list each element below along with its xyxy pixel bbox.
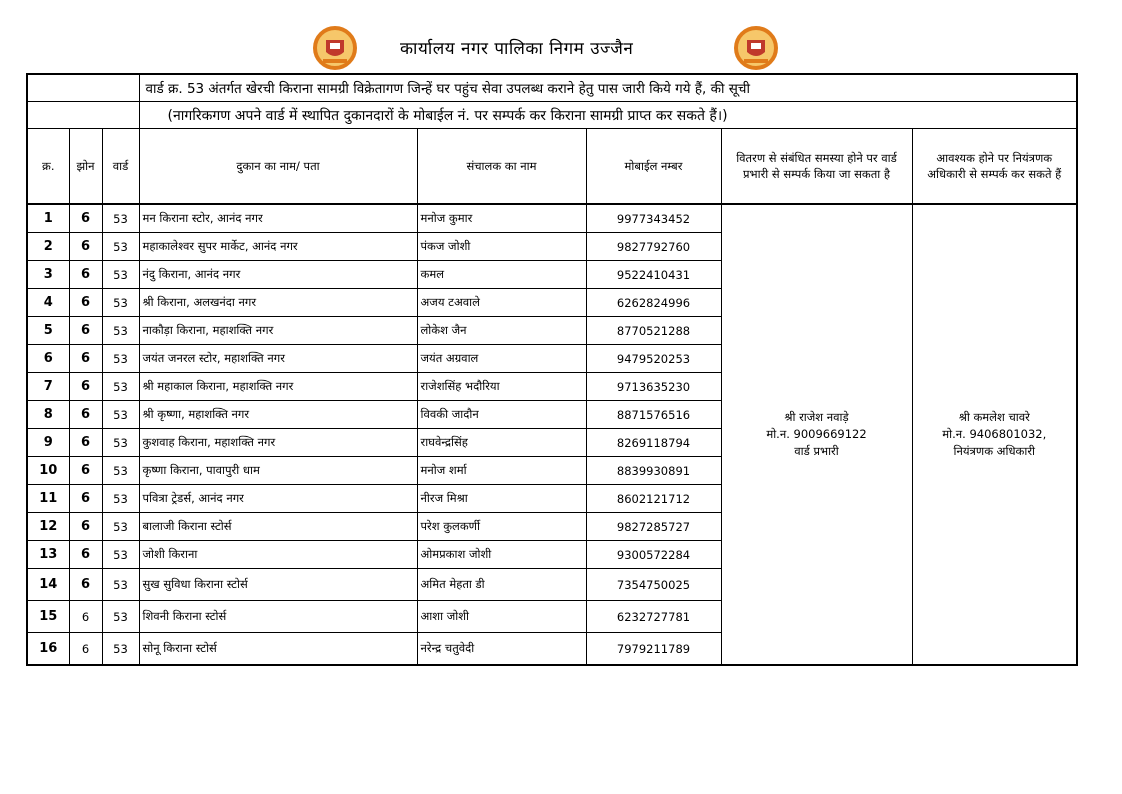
row-sr: 12 [27,513,69,541]
row-zone: 6 [69,601,102,633]
row-shop: सोनू किराना स्टोर्स [139,633,417,666]
row-operator: अमित मेहता डी [417,569,586,601]
row-operator: राघवेन्द्रसिंह [417,429,586,457]
row-shop: जोशी किराना [139,541,417,569]
row-zone: 6 [69,204,102,233]
page-title: कार्यालय नगर पालिका निगम उज्जैन [400,39,634,59]
list-subcaption: (नागरिकगण अपने वार्ड में स्थापित दुकानदारों के मोबाईल नं. पर सम्पर्क कर किराना सामग्री प्राप्त कर सकते हैं।) [139,102,1077,129]
row-shop: जयंत जनरल स्टोर, महाशक्ति नगर [139,345,417,373]
row-mobile: 9522410431 [586,261,721,289]
row-shop: श्री किराना, अलखनंदा नगर [139,289,417,317]
row-shop: कुशवाह किराना, महाशक्ति नगर [139,429,417,457]
row-ward: 53 [102,289,139,317]
col-header-sr: क्र. [27,129,69,205]
row-operator: ओमप्रकाश जोशी [417,541,586,569]
row-zone: 6 [69,429,102,457]
row-shop: नाकौड़ा किराना, महाशक्ति नगर [139,317,417,345]
row-sr: 9 [27,429,69,457]
municipal-emblem-icon [734,26,778,70]
row-ward: 53 [102,401,139,429]
col-header-zone: झोन [69,129,102,205]
row-sr: 10 [27,457,69,485]
row-ward: 53 [102,513,139,541]
row-operator: परेश कुलकर्णी [417,513,586,541]
row-ward: 53 [102,485,139,513]
row-zone: 6 [69,373,102,401]
row-mobile: 8871576516 [586,401,721,429]
row-operator: पंकज जोशी [417,233,586,261]
row-zone: 6 [69,457,102,485]
row-sr: 16 [27,633,69,666]
row-ward: 53 [102,233,139,261]
row-mobile: 9713635230 [586,373,721,401]
row-sr: 4 [27,289,69,317]
subcaption-row [27,102,1077,129]
row-mobile: 9977343452 [586,204,721,233]
row-operator: नरेन्द्र चतुवेदी [417,633,586,666]
row-sr: 1 [27,204,69,233]
ward-incharge-name: श्री राजेश नवाड़े [784,410,849,424]
row-zone: 6 [69,485,102,513]
row-operator: आशा जोशी [417,601,586,633]
row-sr: 15 [27,601,69,633]
row-mobile: 8269118794 [586,429,721,457]
row-ward: 53 [102,633,139,666]
row-operator: मनोज कुमार [417,204,586,233]
row-zone: 6 [69,345,102,373]
row-sr: 5 [27,317,69,345]
row-zone: 6 [69,541,102,569]
control-officer-mobile: मो.न. 9406801032, [942,427,1047,441]
row-operator: नीरज मिश्रा [417,485,586,513]
row-mobile: 9300572284 [586,541,721,569]
row-sr: 11 [27,485,69,513]
row-shop: पवित्रा ट्रेडर्स, आनंद नगर [139,485,417,513]
row-sr: 8 [27,401,69,429]
row-shop: महाकालेश्वर सुपर मार्केट, आनंद नगर [139,233,417,261]
row-ward: 53 [102,601,139,633]
row-operator: लोकेश जैन [417,317,586,345]
row-zone: 6 [69,233,102,261]
row-sr: 3 [27,261,69,289]
row-zone: 6 [69,261,102,289]
row-shop: नंदु किराना, आनंद नगर [139,261,417,289]
row-ward: 53 [102,541,139,569]
row-mobile: 6262824996 [586,289,721,317]
row-mobile: 7979211789 [586,633,721,666]
row-mobile: 9479520253 [586,345,721,373]
row-zone: 6 [69,317,102,345]
row-mobile: 9827792760 [586,233,721,261]
control-officer-name: श्री कमलेश चावरे [958,410,1030,424]
row-mobile: 9827285727 [586,513,721,541]
table-row [27,204,1077,233]
row-sr: 7 [27,373,69,401]
row-operator: कमल [417,261,586,289]
control-officer-cell [912,204,1077,665]
row-zone: 6 [69,289,102,317]
row-ward: 53 [102,345,139,373]
row-ward: 53 [102,429,139,457]
row-ward: 53 [102,204,139,233]
caption-row [27,74,1077,102]
row-sr: 14 [27,569,69,601]
row-mobile: 8770521288 [586,317,721,345]
ward-incharge-cell [721,204,912,665]
row-operator: राजेशसिंह भदौरिया [417,373,586,401]
row-zone: 6 [69,513,102,541]
row-shop: बालाजी किराना स्टोर्स [139,513,417,541]
row-shop: सुख सुविधा किराना स्टोर्स [139,569,417,601]
row-mobile: 6232727781 [586,601,721,633]
municipal-emblem-icon [313,26,357,70]
row-operator: अजय टअवाले [417,289,586,317]
row-ward: 53 [102,569,139,601]
shop-list-table [26,73,1078,666]
row-zone: 6 [69,633,102,666]
row-mobile: 8602121712 [586,485,721,513]
row-ward: 53 [102,457,139,485]
row-operator: विवकी जादौन [417,401,586,429]
col-header-control-officer: आवश्यक होने पर नियंत्रणक अधिकारी से सम्पर्क कर सकते हैं [912,129,1077,205]
column-header-row [27,129,1077,205]
row-mobile: 7354750025 [586,569,721,601]
control-officer-role: नियंत्रणक अधिकारी [953,444,1036,458]
row-sr: 6 [27,345,69,373]
row-operator: जयंत अग्रवाल [417,345,586,373]
list-caption: वार्ड क्र. 53 अंतर्गत खेरची किराना सामग्री विक्रेतागण जिन्हें घर पहुंच सेवा उपलब्ध कराने हेतु पास जारी किये गये हैं, की सूची [139,74,1077,102]
row-sr: 2 [27,233,69,261]
row-ward: 53 [102,317,139,345]
row-ward: 53 [102,261,139,289]
row-operator: मनोज शर्मा [417,457,586,485]
row-shop: शिवनी किराना स्टोर्स [139,601,417,633]
ward-incharge-role: वार्ड प्रभारी [794,444,839,458]
page-header [0,26,1122,70]
row-shop: कृष्णा किराना, पावापुरी धाम [139,457,417,485]
row-shop: श्री महाकाल किराना, महाशक्ति नगर [139,373,417,401]
row-zone: 6 [69,401,102,429]
row-zone: 6 [69,569,102,601]
row-shop: मन किराना स्टोर, आनंद नगर [139,204,417,233]
col-header-shop: दुकान का नाम/ पता [139,129,417,205]
row-shop: श्री कृष्णा, महाशक्ति नगर [139,401,417,429]
col-header-ward-incharge: वितरण से संबंधित समस्या होने पर वार्ड प्रभारी से सम्पर्क किया जा सकता है [721,129,912,205]
col-header-mobile: मोबाईल नम्बर [586,129,721,205]
row-mobile: 8839930891 [586,457,721,485]
row-ward: 53 [102,373,139,401]
ward-incharge-mobile: मो.न. 9009669122 [766,427,867,441]
col-header-ward: वार्ड [102,129,139,205]
col-header-operator: संचालक का नाम [417,129,586,205]
row-sr: 13 [27,541,69,569]
